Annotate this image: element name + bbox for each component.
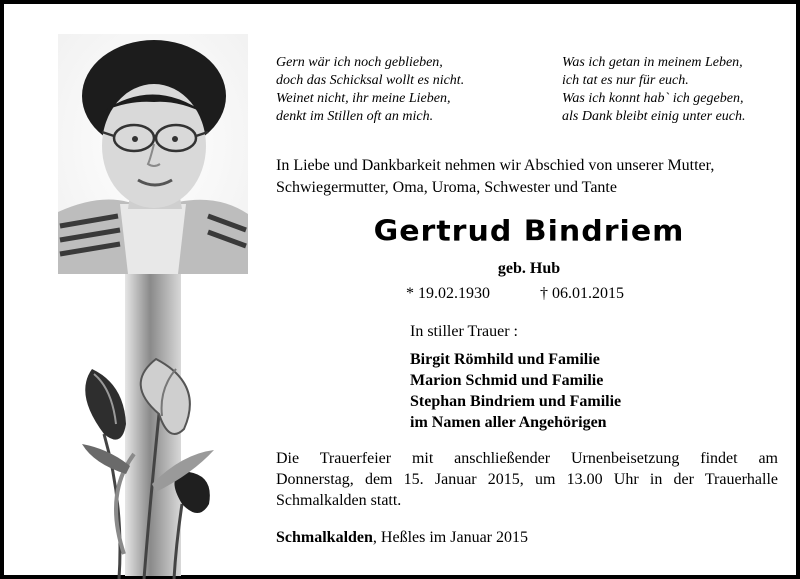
poem-left bbox=[276, 54, 464, 126]
poem-line: Gern wär ich noch geblieben, bbox=[276, 55, 443, 70]
family-entry: Birgit Römhild und Familie bbox=[410, 351, 600, 368]
mourning-label: In stiller Trauer : bbox=[410, 323, 518, 340]
poem-line: als Dank bleibt einig unter euch. bbox=[562, 109, 746, 124]
poem-line: denkt im Stillen oft an mich. bbox=[276, 109, 434, 124]
service-notice bbox=[276, 448, 778, 511]
place-and-date bbox=[276, 529, 528, 547]
maiden-name: geb. Hub bbox=[497, 260, 561, 277]
service-line: Donnerstag, dem 15. Januar 2015, um 13.00 Uhr in der Trauerhalle bbox=[276, 471, 778, 488]
death-date: † 06.01.2015 bbox=[540, 285, 624, 302]
poem-line: Was ich konnt hab` ich gegeben, bbox=[562, 91, 744, 106]
intro-text bbox=[276, 155, 786, 199]
calla-lily-image bbox=[64, 354, 234, 579]
poem-line: ich tat es nur für euch. bbox=[562, 73, 689, 88]
intro-line: Schwiegermutter, Oma, Uroma, Schwester und Tante bbox=[276, 179, 617, 196]
family-entry: Stephan Bindriem und Familie bbox=[410, 393, 622, 410]
intro-line: In Liebe und Dankbarkeit nehmen wir Abschied von unserer Mutter, bbox=[276, 157, 715, 174]
family-list bbox=[410, 349, 621, 433]
service-line: Schmalkalden statt. bbox=[276, 492, 402, 509]
place-rest: , Heßles im Januar 2015 bbox=[372, 529, 528, 546]
birth-date: * 19.02.1930 bbox=[406, 285, 490, 302]
family-entry: Marion Schmid und Familie bbox=[410, 372, 604, 389]
poem-line: doch das Schicksal wollt es nicht. bbox=[276, 73, 465, 88]
service-line: Die Trauerfeier mit anschließender Urnenbeisetzung findet am bbox=[276, 450, 778, 467]
deceased-name: Gertrud Bindriem bbox=[373, 214, 685, 249]
poem-line: Weinet nicht, ihr meine Lieben, bbox=[276, 91, 451, 106]
place-town: Schmalkalden bbox=[276, 529, 373, 546]
poem-line: Was ich getan in meinem Leben, bbox=[562, 55, 743, 70]
life-dates bbox=[406, 285, 624, 303]
family-entry: im Namen aller Angehörigen bbox=[410, 414, 607, 431]
portrait-photo bbox=[58, 34, 248, 274]
poem-right bbox=[562, 54, 746, 126]
